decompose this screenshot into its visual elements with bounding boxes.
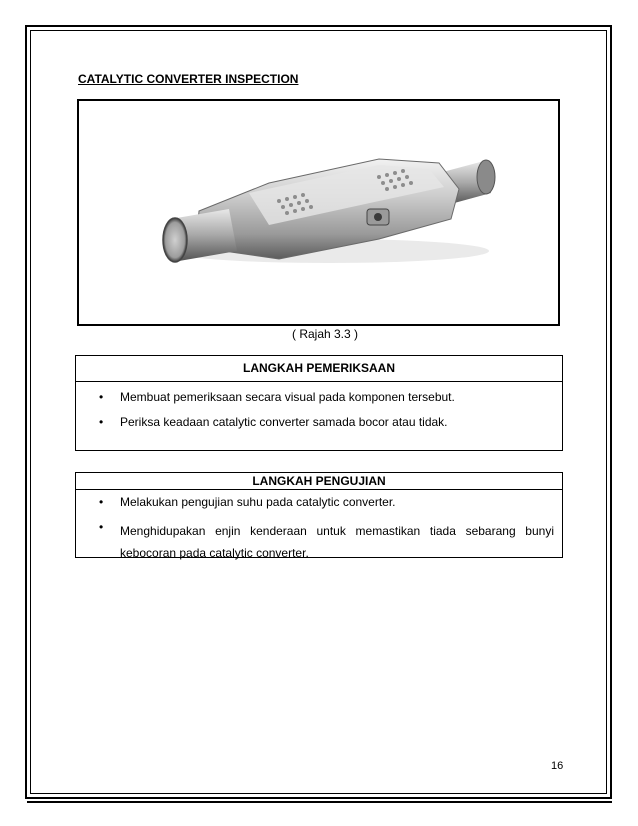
inspection-steps-list	[76, 390, 562, 429]
bullet-icon: •	[99, 390, 104, 404]
list-item	[76, 495, 562, 509]
page-number: 16	[551, 760, 564, 772]
page-border-bottom-rule	[27, 801, 612, 803]
list-item	[76, 415, 562, 429]
testing-steps-list	[76, 495, 562, 564]
inspection-steps-table	[75, 355, 563, 451]
bullet-icon: •	[99, 520, 104, 534]
list-item	[76, 520, 562, 564]
testing-steps-title: LANGKAH PENGUJIAN	[76, 473, 562, 490]
inlet-pipe-mouth	[163, 218, 187, 262]
list-item	[76, 390, 562, 404]
bullet-icon: •	[99, 415, 104, 429]
outlet-pipe-end	[477, 160, 495, 194]
o2-sensor-hole	[374, 213, 382, 221]
catalytic-converter-photo	[79, 101, 558, 324]
list-item-text: Menghidupakan enjin kenderaan untuk memastikan tiada sebarang bunyi kebocoran pada catalytic converter.	[120, 524, 554, 560]
inspection-steps-title: LANGKAH PEMERIKSAAN	[76, 356, 562, 382]
list-item-text: Periksa keadaan catalytic converter samada bocor atau tidak.	[120, 415, 448, 429]
figure-frame	[77, 99, 560, 326]
list-item-text: Melakukan pengujian suhu pada catalytic converter.	[120, 495, 396, 509]
bullet-icon: •	[99, 495, 104, 509]
page-heading: CATALYTIC CONVERTER INSPECTION	[78, 72, 299, 86]
list-item-text: Membuat pemeriksaan secara visual pada komponen tersebut.	[120, 390, 455, 404]
testing-steps-table	[75, 472, 563, 558]
figure-caption: ( Rajah 3.3 )	[291, 327, 359, 341]
